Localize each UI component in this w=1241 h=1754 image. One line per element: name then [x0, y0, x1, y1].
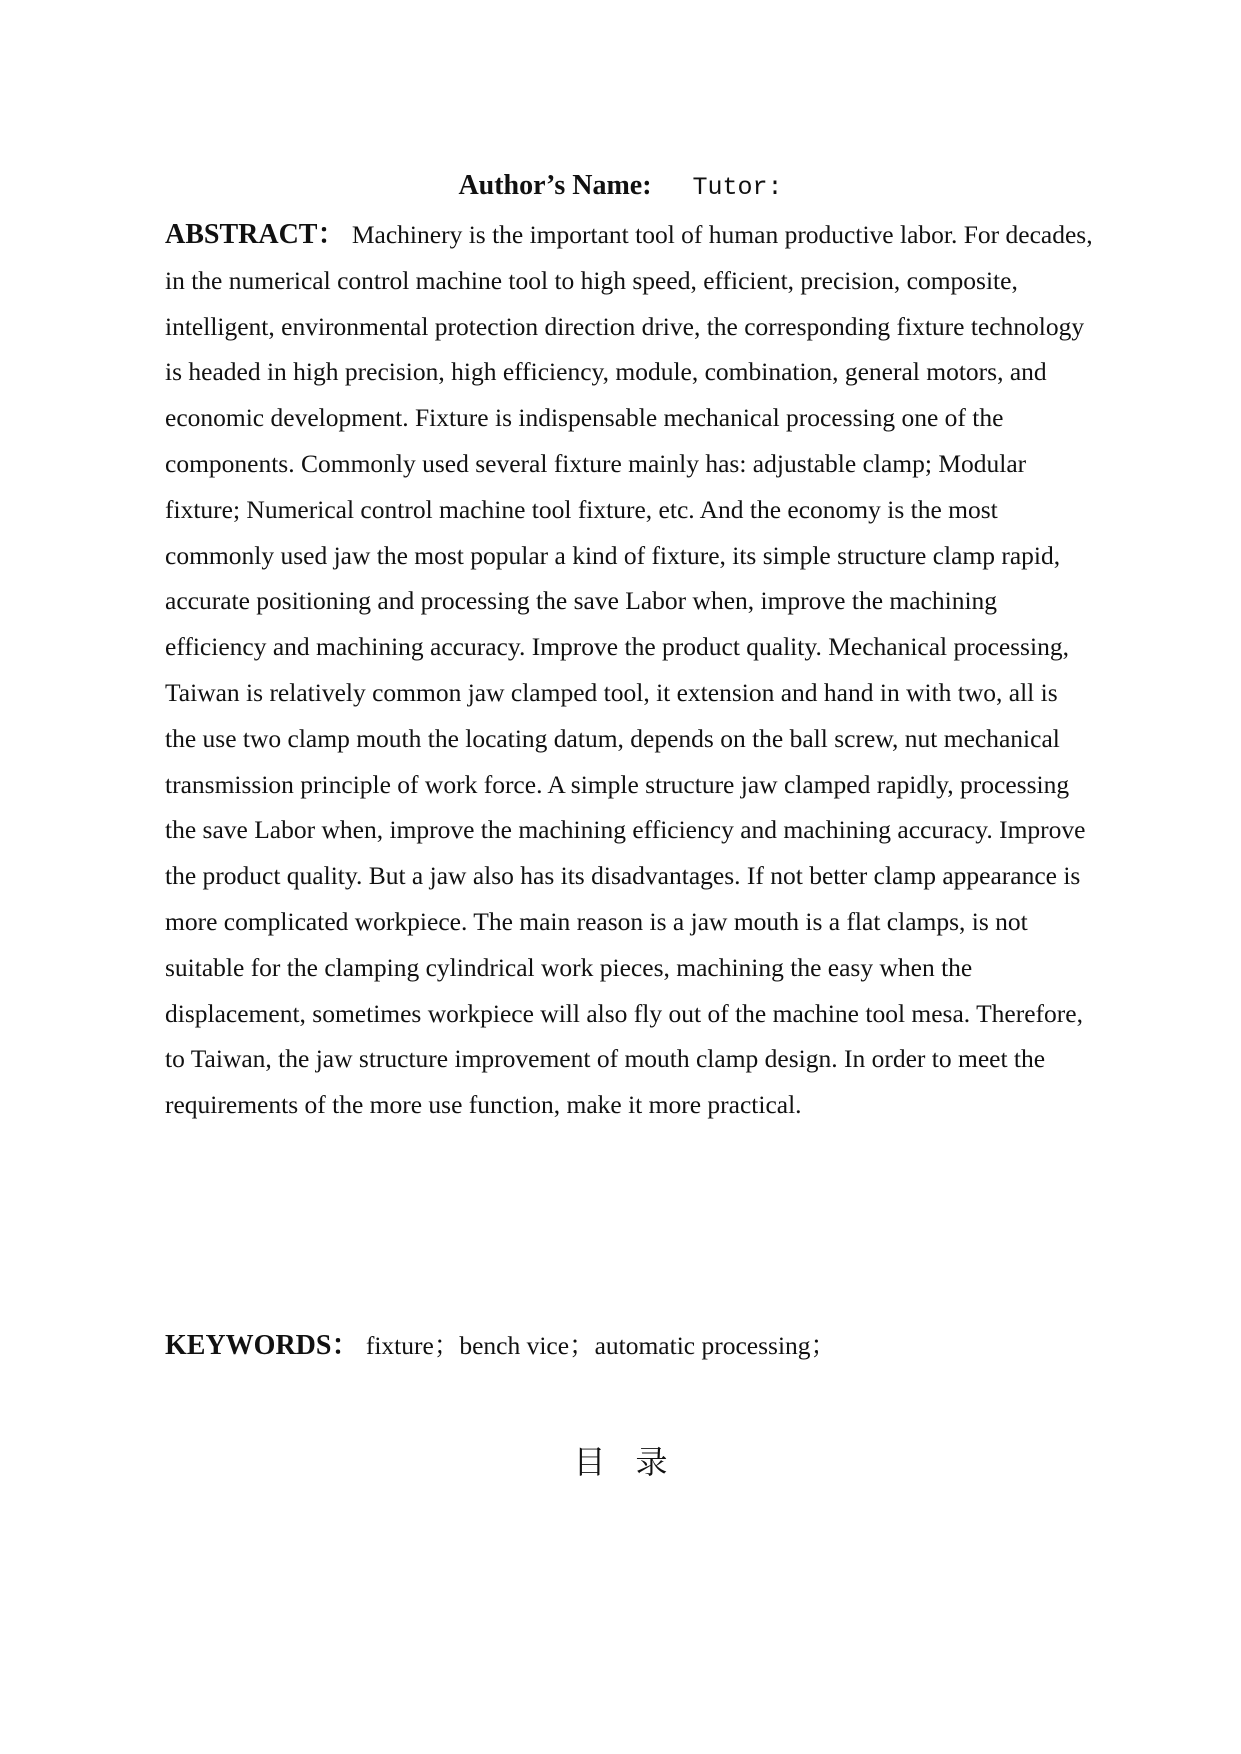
author-line: [0, 166, 1241, 208]
abstract-label: ABSTRACT：: [165, 219, 346, 250]
tutor-label: Tutor:: [692, 173, 783, 202]
keywords-label: KEYWORDS：: [165, 1330, 360, 1361]
keywords-line: [165, 1324, 1095, 1368]
abstract-text: Machinery is the important tool of human productive labor. For decades, in the numerical control machine tool to high speed, efficient, precision, composite, intelligent, environmental protection direction drive, the corresponding fixture technology is headed in high precision, high efficiency, module, combination, general motors, and economic development. Fixture is indispensable mechanical processing one of the components. Commonly used several fixture mainly has: adjustable clamp; Modular fixture; Numerical control machine tool fixture, etc. And the economy is the most commonly used jaw the most popular a kind of fixture, its simple structure clamp rapid, accurate positioning and processing the save Labor when, improve the machining efficiency and machining accuracy. Improve the product quality. Mechanical processing, Taiwan is relatively common jaw clamped tool, it extension and hand in with two, all is the use two clamp mouth the locating datum, depends on the ball screw, nut mechanical transmission principle of work force. A simple structure jaw clamped rapidly, processing the save Labor when, improve the machining efficiency and machining accuracy. Improve the product quality. But a jaw also has its disadvantages. If not better clamp appearance is more complicated workpiece. The main reason is a jaw mouth is a flat clamps, is not suitable for the clamping cylindrical work pieces, machining the easy when the displacement, sometimes workpiece will also fly out of the machine tool mesa. Therefore, to Taiwan, the jaw structure improvement of mouth clamp design. In order to meet the requirements of the more use function, make it more practical.: [165, 220, 1093, 1120]
keywords-text: fixture；bench vice；automatic processing；: [365, 1331, 837, 1360]
abstract-paragraph: [165, 212, 1095, 1128]
table-of-contents-title: 目录: [573, 1443, 698, 1481]
author-name-label: Author’s Name:: [458, 170, 652, 201]
